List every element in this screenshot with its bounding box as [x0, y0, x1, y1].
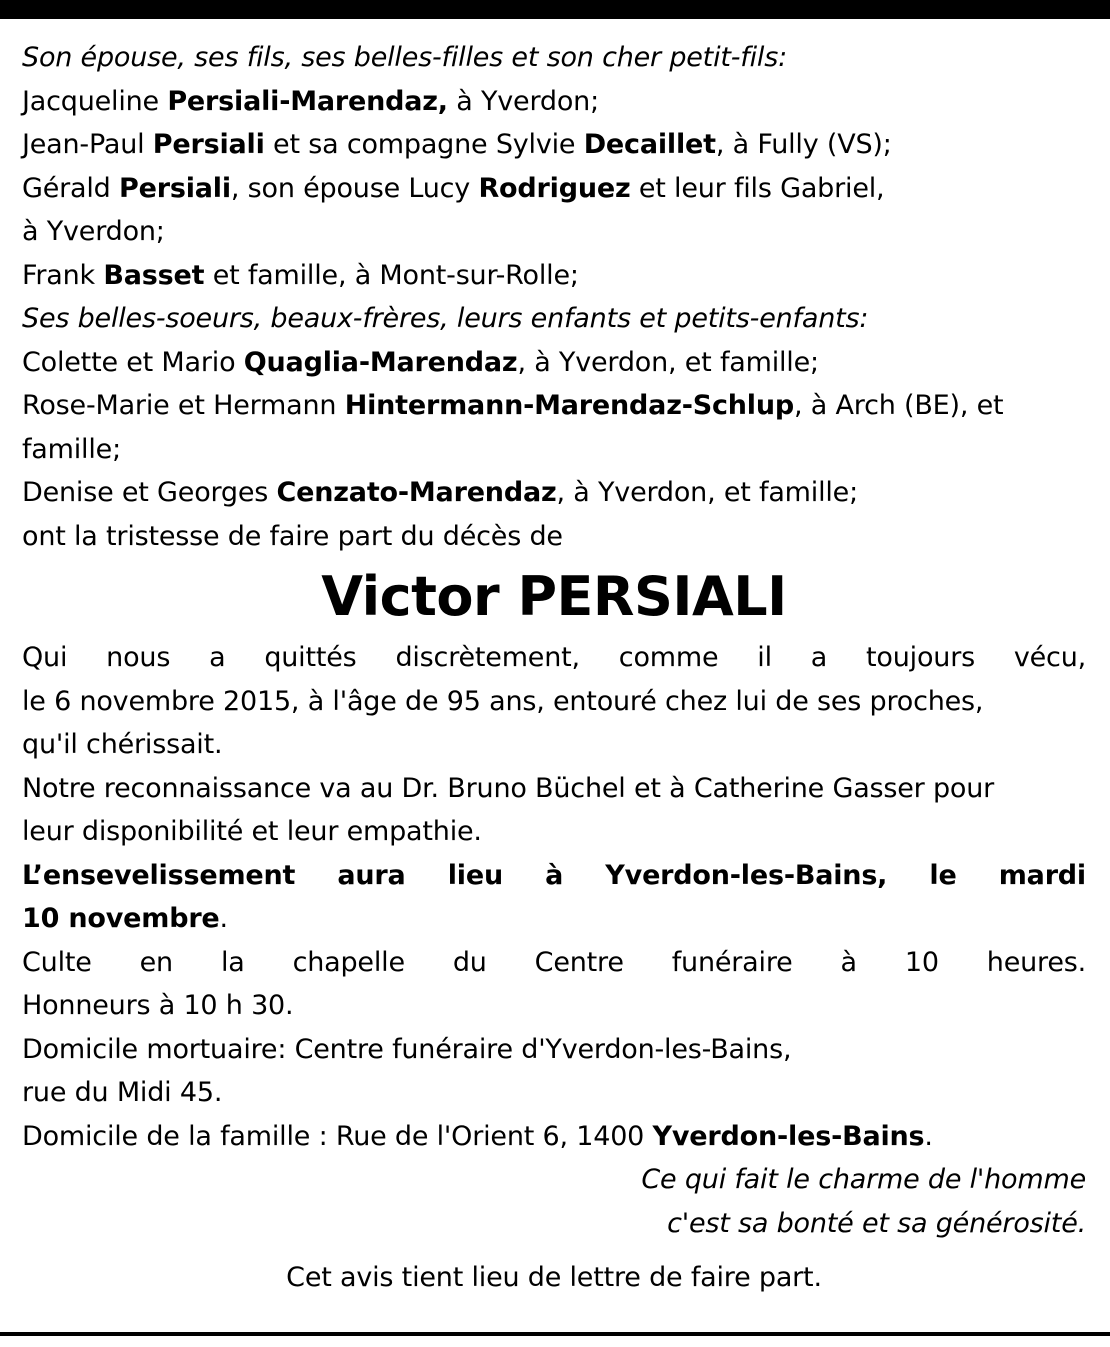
bottom-border — [0, 1332, 1110, 1336]
family-address: Domicile de la famille : Rue de l'Orient 6, 1400 Yverdon-les-Bains. — [22, 1120, 933, 1152]
body-line-3: qu'il chérissait. — [22, 729, 223, 760]
family-line-3-cont: à Yverdon; — [22, 216, 165, 247]
mortuary-line-1: Domicile mortuaire: Centre funéraire d'Yverdon-les-Bains, — [22, 1033, 792, 1065]
family-line-7: Denise et Georges Cenzato-Marendaz, à Yverdon, et famille; — [22, 477, 858, 508]
service-line-1: Culte en la chapelle du Centre funéraire à 10 heures. — [22, 946, 1086, 978]
family-line-5: Colette et Mario Quaglia-Marendaz, à Yverdon, et famille; — [22, 346, 819, 378]
obituary-notice — [22, 36, 1086, 1300]
quote-line-2: c'est sa bonté et sa générosité. — [667, 1207, 1086, 1239]
family-intro: Son épouse, ses fils, ses belles-filles et son cher petit-fils: — [22, 42, 787, 73]
quote-line-1: Ce qui fait le charme de l'homme — [641, 1164, 1086, 1195]
family-intro-2: Ses belles-soeurs, beaux-frères, leurs enfants et petits-enfants: — [22, 303, 869, 334]
family-line-6-cont: famille; — [22, 433, 121, 465]
footer-note: Cet avis tient lieu de lettre de faire part. — [286, 1262, 822, 1293]
family-line-2: Jean-Paul Persiali et sa compagne Sylvie Decaillet, à Fully (VS); — [22, 129, 892, 160]
top-border — [0, 0, 1110, 19]
family-line-3: Gérald Persiali, son épouse Lucy Rodriguez et leur fils Gabriel, — [22, 172, 885, 204]
announcement: ont la tristesse de faire part du décès de — [22, 520, 563, 552]
body-line-2: le 6 novembre 2015, à l'âge de 95 ans, entouré chez lui de ses proches, — [22, 685, 984, 717]
mortuary-line-2: rue du Midi 45. — [22, 1077, 223, 1108]
thanks-line-1: Notre reconnaissance va au Dr. Bruno Büchel et à Catherine Gasser pour — [22, 772, 995, 804]
family-line-4: Frank Basset et famille, à Mont-sur-Rolle; — [22, 259, 579, 291]
deceased-name: Victor PERSIALI — [321, 565, 787, 628]
service-line-2: Honneurs à 10 h 30. — [22, 990, 294, 1021]
burial-line-1: L’ensevelissement aura lieu à Yverdon-les-Bains, le mardi — [22, 859, 1086, 891]
body-line-1: Qui nous a quittés discrètement, comme il a toujours vécu, — [22, 642, 1086, 673]
thanks-line-2: leur disponibilité et leur empathie. — [22, 816, 482, 847]
burial-line-2: 10 novembre. — [22, 903, 228, 934]
family-line-1: Jacqueline Persiali-Marendaz, à Yverdon; — [22, 85, 599, 117]
family-line-6: Rose-Marie et Hermann Hintermann-Marendaz-Schlup, à Arch (BE), et — [22, 390, 1004, 421]
